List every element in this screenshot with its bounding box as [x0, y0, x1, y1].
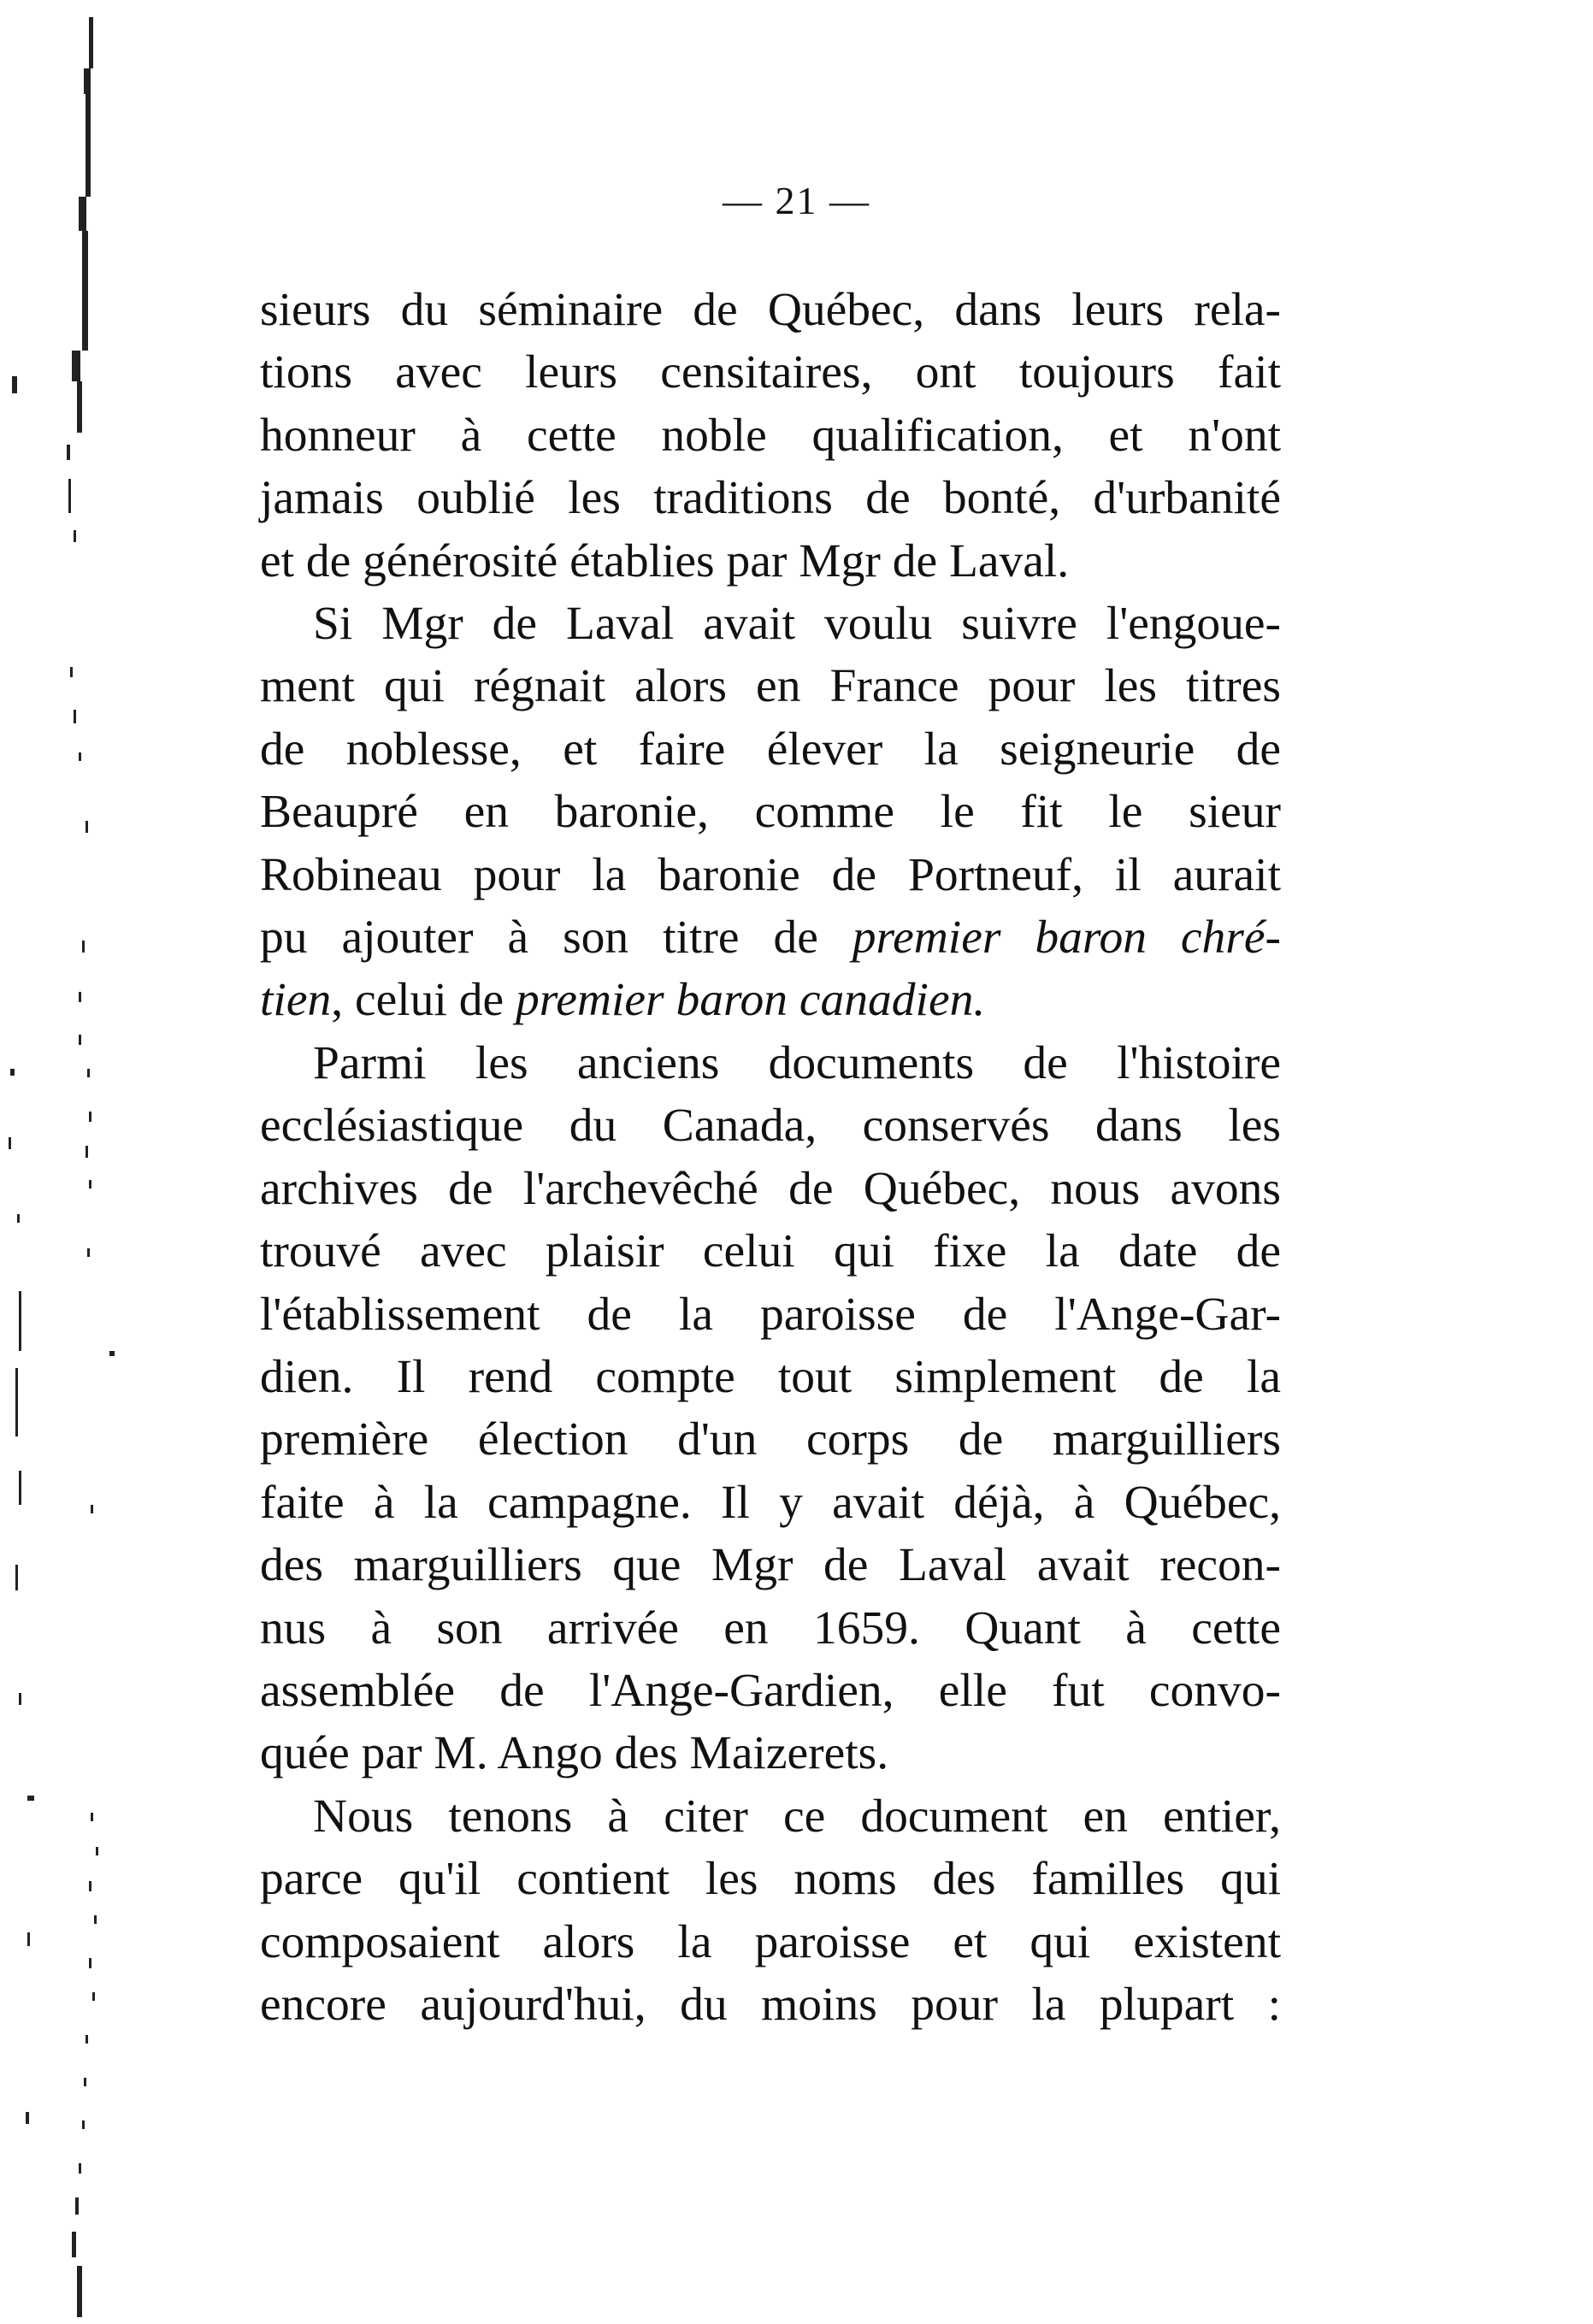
text-line: composaient alors la paroisse et qui existent	[260, 1915, 1281, 1968]
text-line: nus à son arrivée en 1659. Quant à cette	[260, 1601, 1281, 1655]
text-line: jamais oublié les traditions de bonté, d'urbanité	[260, 472, 1281, 525]
text-line: et de générosité établies par Mgr de Laval.	[260, 534, 1070, 587]
text-line: trouvé avec plaisir celui qui fixe la date de	[260, 1225, 1281, 1278]
text-line: archives de l'archevêché de Québec, nous avons	[260, 1162, 1281, 1215]
body-text	[260, 279, 1281, 2036]
text-line: sieurs du séminaire de Québec, dans leurs rela-	[260, 284, 1281, 336]
text-run: pu ajouter à son titre de	[260, 911, 853, 964]
text-line: parce qu'il contient les noms des familles qui	[260, 1853, 1281, 1906]
text-line: faite à la campagne. Il y avait déjà, à Québec,	[260, 1476, 1281, 1529]
text-line: ecclésiastique du Canada, conservés dans les	[260, 1100, 1281, 1153]
text-line: l'établissement de la paroisse de l'Ange-Gar-	[260, 1288, 1281, 1341]
page-number: — 21 —	[723, 179, 870, 222]
text-line	[260, 969, 1281, 1031]
text-line	[260, 906, 1281, 969]
italic-title: premier baron chré-	[852, 911, 1281, 964]
italic-title: premier baron canadien.	[515, 974, 986, 1027]
text-line: des marguilliers que Mgr de Laval avait recon-	[260, 1539, 1281, 1592]
text-line: Si Mgr de Laval avait voulu suivre l'engoue-	[313, 598, 1281, 651]
text-line: dien. Il rend compte tout simplement de la	[260, 1350, 1281, 1403]
text-line: de noblesse, et faire élever la seigneurie de	[260, 723, 1281, 776]
text-line: assemblée de l'Ange-Gardien, elle fut convo-	[260, 1664, 1281, 1717]
text-line: tions avec leurs censitaires, ont toujours fait	[260, 346, 1281, 399]
text-line: Nous tenons à citer ce document en entier,	[313, 1790, 1281, 1843]
text-run: , celui de	[331, 974, 516, 1027]
text-line: honneur à cette noble qualification, et n'ont	[260, 409, 1281, 462]
text-line: Parmi les anciens documents de l'histoire	[313, 1036, 1281, 1089]
paragraph-3	[260, 1032, 1281, 1785]
text-line: quée par M. Ango des Maizerets.	[260, 1727, 889, 1780]
paragraph-1	[260, 279, 1281, 593]
paragraph-4	[260, 1785, 1281, 2037]
text-line: Beaupré en baronie, comme le fit le sieur	[260, 786, 1281, 839]
text-line: ment qui régnait alors en France pour les titres	[260, 660, 1281, 713]
paragraph-2	[260, 593, 1281, 1032]
text-line: encore aujourd'hui, du moins pour la plupart :	[260, 1978, 1281, 2031]
text-line: première élection d'un corps de marguilliers	[260, 1413, 1281, 1466]
page-binding-edge	[0, 0, 120, 2324]
italic-title: tien	[260, 974, 332, 1027]
text-line: Robineau pour la baronie de Portneuf, il aurait	[260, 848, 1281, 901]
